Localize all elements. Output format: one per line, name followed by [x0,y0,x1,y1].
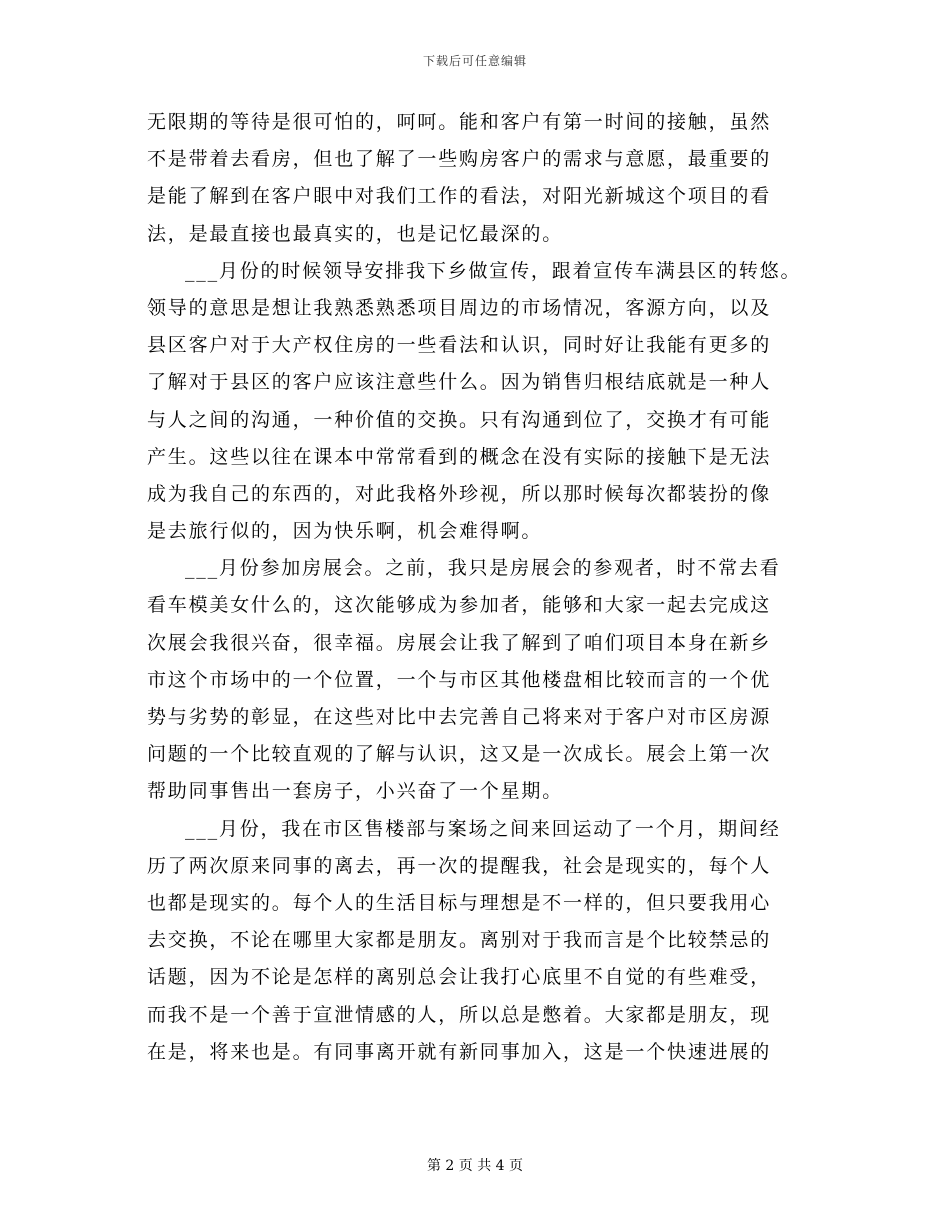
text-line: 无限期的等待是很可怕的，呵呵。能和客户有第一时间的接触，虽然 [147,111,772,133]
text-line: 了解对于县区的客户应该注意些什么。因为销售归根结底就是一种人 [147,371,772,394]
text-line: 不是带着去看房，但也了解了一些购房客户的需求与意愿，最重要的 [147,148,772,171]
text-line: 话题，因为不论是怎样的离别总会让我打心底里不自觉的有些难受， [147,966,772,989]
text-line: 产生。这些以往在课本中常常看到的概念在没有实际的接触下是无法 [147,445,772,468]
paragraph-first-line: ___月份，我在市区售楼部与案场之间来回运动了一个月，期间经 [185,817,781,840]
text-line: 帮助同事售出一套房子，小兴奋了一个星期。 [147,780,564,803]
text-line: 县区客户对于大产权住房的一些看法和认识，同时好让我能有更多的 [147,334,772,357]
page-number: 第 2 页 共 4 页 [426,1158,524,1174]
text-line: 而我不是一个善于宣泄情感的人，所以总是憋着。大家都是朋友，现 [147,1003,772,1026]
text-line: 成为我自己的东西的，对此我格外珍视，所以那时候每次都装扮的像 [147,482,772,505]
text-line: 问题的一个比较直观的了解与认识，这又是一次成长。展会上第一次 [147,743,772,766]
text-line: 与人之间的沟通，一种价值的交换。只有沟通到位了，交换才有可能 [147,408,772,431]
text-line: 也都是现实的。每个人的生活目标与理想是不一样的，但只要我用心 [147,891,772,914]
text-line: 去交换，不论在哪里大家都是朋友。离别对于我而言是个比较禁忌的 [147,929,772,952]
text-line: 是去旅行似的，因为快乐啊，机会难得啊。 [147,520,543,543]
text-line: 领导的意思是想让我熟悉熟悉项目周边的市场情况，客源方向，以及 [147,296,772,319]
text-line: 是能了解到在客户眼中对我们工作的看法，对阳光新城这个项目的看 [147,185,772,208]
text-line: 看车模美女什么的，这次能够成为参加者，能够和大家一起去完成这 [147,594,772,617]
paragraph-first-line: ___月份的时候领导安排我下乡做宣传，跟着宣传车满县区的转悠。 [185,259,802,282]
text-line: 次展会我很兴奋，很幸福。房展会让我了解到了咱们项目本身在新乡 [147,631,772,654]
text-line: 势与劣势的彰显，在这些对比中去完善自己将来对于客户对市区房源 [147,706,772,728]
text-line: 法，是最直接也最真实的，也是记忆最深的。 [147,222,564,245]
text-line: 在是，将来也是。有同事离开就有新同事加入，这是一个快速进展的 [147,1040,772,1063]
text-line: 历了两次原来同事的离去，再一次的提醒我，社会是现实的，每个人 [147,854,772,877]
page-header-note: 下载后可任意编辑 [422,54,527,68]
text-line: 市这个市场中的一个位置，一个与市区其他楼盘相比较而言的一个优 [147,668,772,691]
paragraph-first-line: ___月份参加房展会。之前，我只是房展会的参观者，时不常去看 [185,557,781,580]
document-body [147,104,827,1071]
